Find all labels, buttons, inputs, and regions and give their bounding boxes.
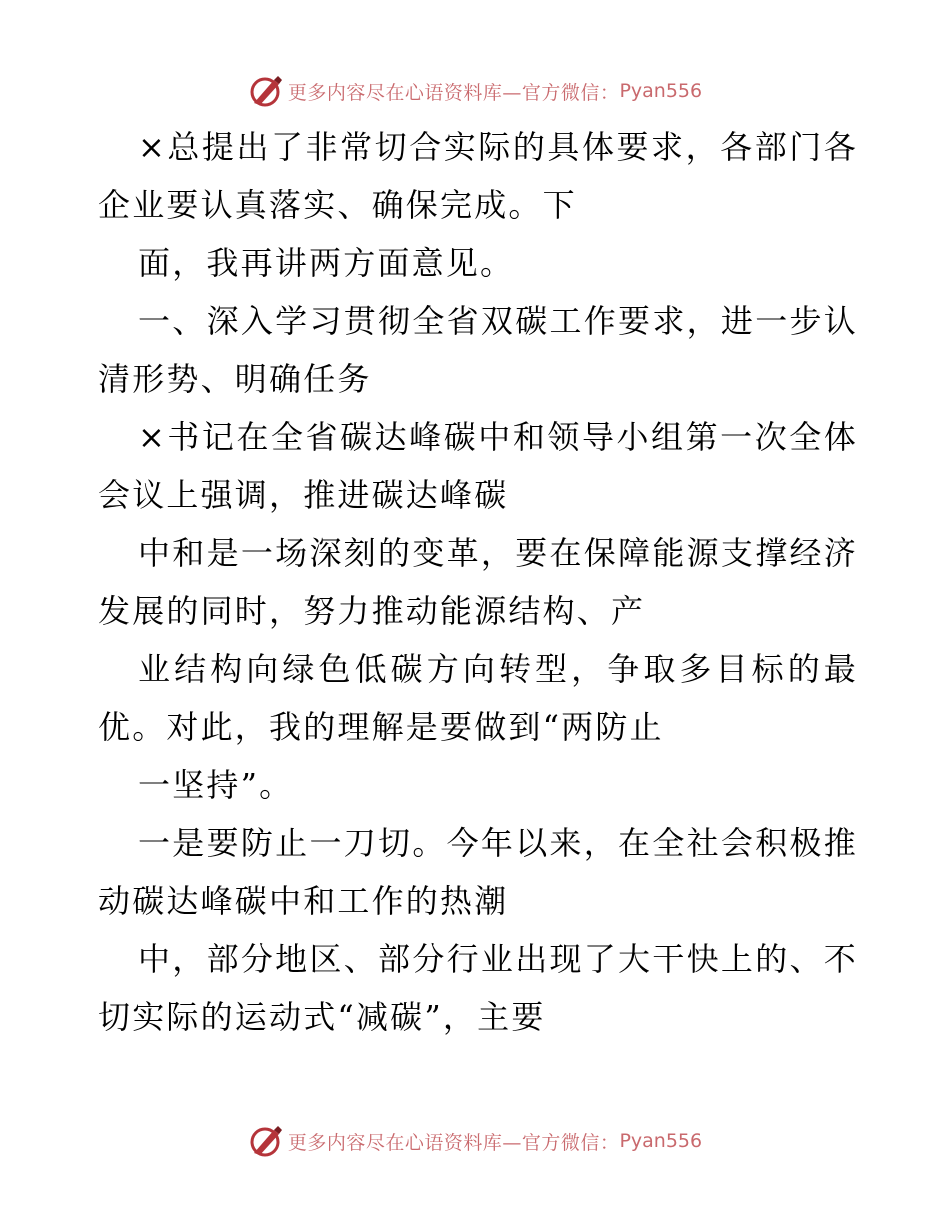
watermark-wechat-id: Pyan556 [619,1130,703,1152]
watermark-site-text: 更多内容尽在心语资料库— [287,1131,522,1154]
watermark-wechat-id: Pyan556 [619,80,703,102]
section-heading: 一、深入学习贯彻全省双碳工作要求，进一步认清形势、明确任务 [98,302,858,398]
paragraph: ×书记在全省碳达峰碳中和领导小组第一次全体会议上强调，推进碳达峰碳 [98,418,858,514]
pen-logo-icon [248,73,284,109]
paragraph: 一坚持”。 [138,766,294,804]
watermark-site-text: 更多内容尽在心语资料库— [287,81,522,104]
paragraph: 业结构向绿色低碳方向转型，争取多目标的最优。对此，我的理解是要做到“两防止 [98,650,858,746]
paragraph: 面，我再讲两方面意见。 [138,244,515,282]
paragraph: 一是要防止一刀切。今年以来，在全社会积极推动碳达峰碳中和工作的热潮 [98,824,858,920]
pen-logo-icon [248,1123,284,1159]
header-watermark [0,71,950,111]
paragraph: 中，部分地区、部分行业出现了大干快上的、不切实际的运动式“减碳”，主要 [98,940,858,1036]
document-body [98,118,858,1046]
paragraph: ×总提出了非常切合实际的具体要求，各部门各企业要认真落实、确保完成。下 [98,128,858,224]
footer-watermark [0,1121,950,1161]
watermark-wechat-label: 官方微信： [521,1131,620,1154]
watermark-wechat-label: 官方微信： [521,81,620,104]
paragraph: 中和是一场深刻的变革，要在保障能源支撑经济发展的同时，努力推动能源结构、产 [98,534,858,630]
